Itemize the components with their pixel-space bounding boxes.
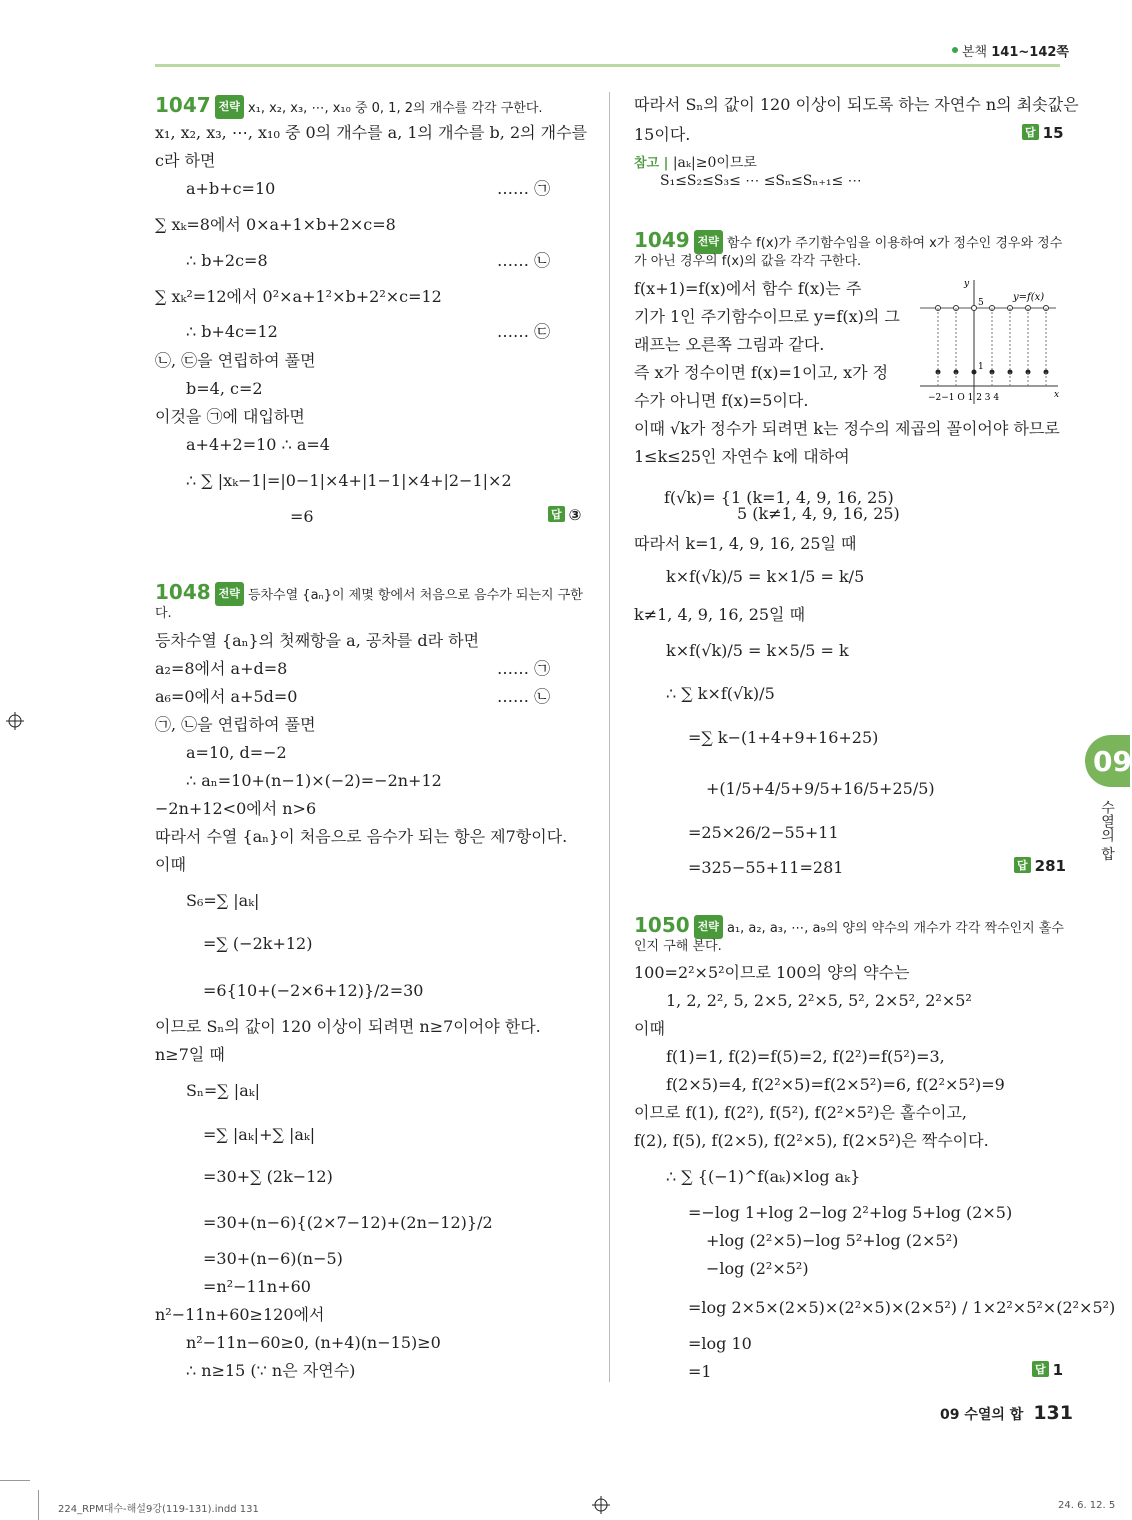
registration-mark-icon [592,1496,610,1514]
reference-note: 참고 | |aₖ|≥0이므로 [634,155,757,171]
equation-line: k×f(√k)/5 = k×5/5 = k [666,641,849,660]
graph-y-label: y [964,279,970,289]
column-divider [609,92,610,1382]
page-footer: 09 수열의 합 131 [940,1402,1073,1424]
answer-badge: 답 15 [1022,124,1064,142]
solution-line: 따라서 수열 {aₙ}이 처음으로 음수가 되는 항은 제7항이다. [155,827,568,846]
piecewise-line: 5 (k≠1, 4, 9, 16, 25) [737,504,900,523]
solution-line: ㉡, ㉢을 연립하여 풀면 [155,351,316,370]
equation-line: =∑ |aₖ|+∑ |aₖ| [203,1125,316,1144]
equation-line: 1, 2, 2², 5, 2×5, 2²×5, 5², 2×5², 2²×5² [666,991,972,1010]
problem-number: 1047 [155,93,211,117]
equation-line: =−log 1+log 2−log 2²+log 5+log (2×5) [688,1203,1013,1222]
graph-curve-label: y=f(x) [1013,292,1045,303]
header-rule [155,64,1060,67]
strategy-tag: 전략 [694,915,723,939]
equation-line: +(1/5+4/5+9/5+16/5+25/5) [706,779,935,798]
piecewise-line: f(√k)= {1 (k=1, 4, 9, 16, 25) [664,488,894,507]
crop-mark [0,1480,30,1481]
equation-line: ∴ n≥15 (∵ n은 자연수) [186,1361,356,1380]
strategy-text: a₁, a₂, a₃, ⋯, a₉의 양의 약수의 개수가 각각 짝수인지 홀수 [726,921,1064,936]
crop-mark [38,1490,39,1520]
solution-line: f(2), f(5), f(2×5), f(2²×5), f(2×5²)은 짝수이다. [634,1131,989,1150]
equation-line: f(2×5)=4, f(2²×5)=f(2×5²)=6, f(2²×5²)=9 [666,1075,1005,1094]
answer-badge: 답 1 [1032,1361,1063,1379]
periodic-function-graph [918,276,1063,406]
equation-line: ∴ aₙ=10+(n−1)×(−2)=−2n+12 [186,771,442,790]
reference-note-inequality: S₁≤S₂≤S₃≤ ⋯ ≤Sₙ≤Sₙ₊₁≤ ⋯ [660,173,862,189]
equation-line: =log 2×5×(2×5)×(2²×5)×(2×5²) / 1×2²×5²×(2²×5²) [688,1298,1116,1317]
solution-line: 100=2²×5²이므로 100의 양의 약수는 [634,963,910,982]
solution-line: 이때 [634,1019,665,1038]
equation-line: ∴ b+2c=8 [186,251,268,270]
strategy-text: 다. [155,606,172,621]
graph-tick-1: 1 [978,362,984,372]
page-header [0,0,1125,70]
equation-line: =6{10+(−2×6+12)}/2=30 [203,981,424,1000]
strategy-text: x₁, x₂, x₃, ⋯, x₁₀ 중 0, 1, 2의 개수를 각각 구한다. [247,101,543,116]
solution-line: 즉 x가 정수이면 f(x)=1이고, x가 정 [634,363,889,382]
equation-line: =n²−11n+60 [203,1277,311,1296]
equation-line: +log (2²×5)−log 5²+log (2×5²) [706,1231,959,1250]
equation-line: −log (2²×5²) [706,1259,809,1278]
page-number: 131 [1033,1402,1073,1424]
equation-line: a+b+c=10 [186,179,276,198]
equation-line: ∴ ∑ |xₖ−1|=|0−1|×4+|1−1|×4+|2−1|×2 [186,471,512,490]
answer-badge: 답 ③ [548,506,581,524]
equation-line: k×f(√k)/5 = k×1/5 = k/5 [666,567,865,586]
solution-line: 등차수열 {aₙ}의 첫째항을 a, 공차를 d라 하면 [155,631,480,650]
strategy-text: 가 아닌 경우의 f(x)의 값을 각각 구한다. [634,254,862,269]
strategy-tag: 전략 [215,582,244,606]
equation-line: S₆=∑ |aₖ| [186,891,260,910]
equation-line: =∑ (−2k+12) [203,934,313,953]
answer-badge: 답 281 [1014,857,1066,875]
equation-line: =∑ k−(1+4+9+16+25) [688,728,879,747]
equation-line: =25×26/2−55+11 [688,823,839,842]
equation-line: a₆=0에서 a+5d=0 [155,687,298,706]
solution-line: 이것을 ㉠에 대입하면 [155,407,305,426]
equation-label: …… ㉡ [497,687,551,706]
graph-tick-5: 5 [978,298,984,308]
equation-line: ∴ b+4c=12 [186,322,278,341]
strategy-text: 함수 f(x)가 주기함수임을 이용하여 x가 정수인 경우와 정수 [726,236,1063,251]
problem-number: 1048 [155,580,211,604]
solution-line: k≠1, 4, 9, 16, 25일 때 [634,605,806,624]
solution-line: 래프는 오른쪽 그림과 같다. [634,335,825,354]
chapter-side-title: 수열의 합 [1099,800,1115,861]
strategy-tag: 전략 [215,95,244,119]
solution-line: 따라서 k=1, 4, 9, 16, 25일 때 [634,534,857,553]
solution-line: 따라서 Sₙ의 값이 120 이상이 되도록 하는 자연수 n의 최솟값은 [634,95,1079,114]
equation-line: b=4, c=2 [186,379,263,398]
registration-mark-icon [6,712,24,730]
graph-x-ticks: −2−1 O 1 2 3 4 [928,393,1000,403]
strategy-tag: 전략 [694,230,723,254]
equation-line: n²−11n−60≥0, (n+4)(n−15)≥0 [186,1333,441,1352]
book-reference: 본책 141~142쪽 [962,45,1069,60]
header-bullet-icon [952,47,958,53]
problem-number: 1050 [634,913,690,937]
equation-line: =6 [290,507,314,526]
equation-line: Sₙ=∑ |aₖ| [186,1081,260,1100]
solution-line: f(x+1)=f(x)에서 함수 f(x)는 주 [634,279,862,298]
equation-label: …… ㉢ [497,322,551,341]
equation-line: =log 10 [688,1334,752,1353]
equation-line: f(1)=1, f(2)=f(5)=2, f(2²)=f(5²)=3, [666,1047,945,1066]
equation-line: =1 [688,1362,712,1381]
equation-line: ∑ xₖ²=12에서 0²×a+1²×b+2²×c=12 [155,287,442,306]
equation-label: …… ㉡ [497,251,551,270]
equation-line: n²−11n+60≥120에서 [155,1305,325,1324]
solution-line: 수가 아니면 f(x)=5이다. [634,391,809,410]
solution-line: 이때 [155,855,186,874]
equation-line: =30+∑ (2k−12) [203,1167,333,1186]
equation-line: a₂=8에서 a+d=8 [155,659,288,678]
solution-line: ㉠, ㉡을 연립하여 풀면 [155,715,316,734]
solution-line: n≥7일 때 [155,1045,225,1064]
print-slug-file: 224_RPM대수-해설9강(119-131).indd 131 [58,1504,259,1515]
graph-x-label: x [1054,390,1060,400]
solution-line: 기가 1인 주기함수이므로 y=f(x)의 그 [634,307,900,326]
print-slug-date: 24. 6. 12. 5 [1058,1500,1116,1511]
equation-line: a=10, d=−2 [186,743,287,762]
equation-line: ∴ ∑ {(−1)^f(aₖ)×log aₖ} [666,1167,861,1186]
solution-line: 이때 √k가 정수가 되려면 k는 정수의 제곱의 꼴이어야 하므로 [634,419,1060,438]
solution-line: 이므로 Sₙ의 값이 120 이상이 되려면 n≥7이어야 한다. [155,1017,541,1036]
equation-line: =30+(n−6){(2×7−12)+(2n−12)}/2 [203,1213,493,1232]
strategy-text: 등차수열 {aₙ}이 제몇 항에서 처음으로 음수가 되는지 구한 [247,588,583,603]
equation-label: …… ㉠ [497,179,551,198]
equation-line: ∴ ∑ k×f(√k)/5 [666,684,775,703]
equation-line: =30+(n−6)(n−5) [203,1249,343,1268]
equation-line: a+4+2=10 ∴ a=4 [186,435,330,454]
solution-line: 1≤k≤25인 자연수 k에 대하여 [634,447,850,466]
solution-line: c라 하면 [155,151,216,170]
equation-label: …… ㉠ [497,659,551,678]
problem-number: 1049 [634,228,690,252]
equation-line: −2n+12<0에서 n>6 [155,799,317,818]
solution-line: x₁, x₂, x₃, ⋯, x₁₀ 중 0의 개수를 a, 1의 개수를 b, 2의 개수를 [155,123,588,142]
strategy-text: 인지 구해 본다. [634,939,722,954]
chapter-tab: 09 [1085,735,1130,787]
equation-line: =325−55+11=281 [688,858,844,877]
equation-line: ∑ xₖ=8에서 0×a+1×b+2×c=8 [155,215,396,234]
solution-line: 15이다. [634,125,691,144]
solution-line: 이므로 f(1), f(2²), f(5²), f(2²×5²)은 홀수이고, [634,1103,968,1122]
